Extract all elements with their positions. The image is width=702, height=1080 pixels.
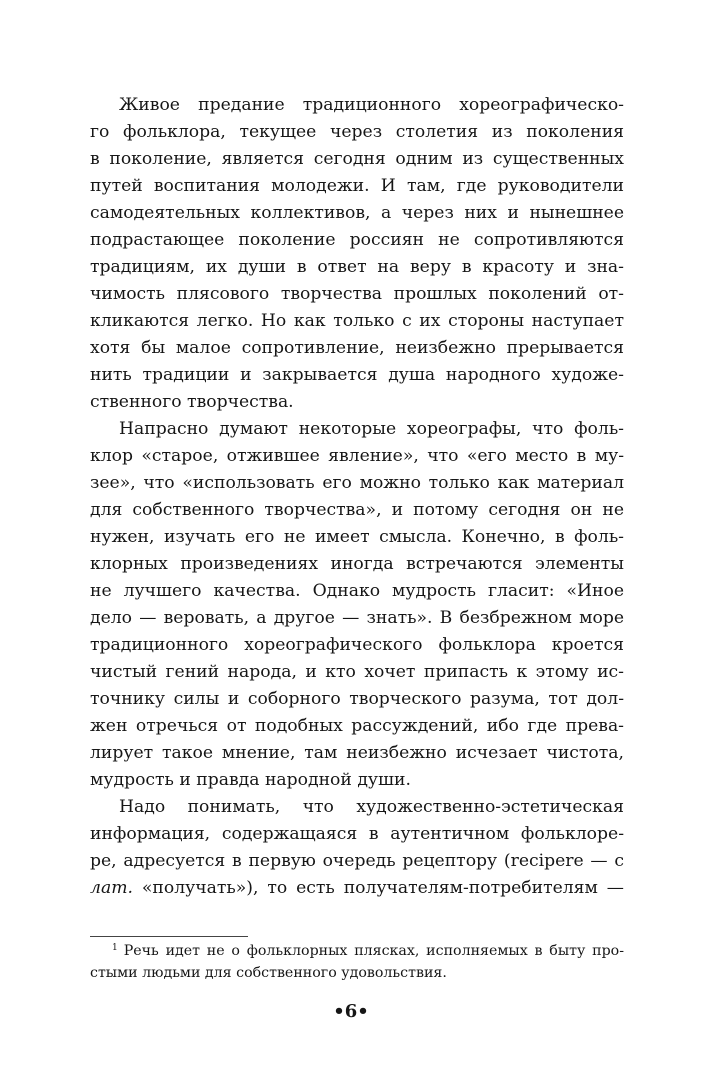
text-line: Напрасно думают некоторые хореографы, что фоль- — [119, 419, 624, 439]
text-line: в поколение, является сегодня одним из существенных — [90, 149, 624, 169]
text-line: чистый гений народа, и кто хочет припасть к этому ис- — [90, 662, 624, 682]
text-line: точнику силы и соборного творческого разума, тот дол- — [90, 689, 624, 709]
text-line: нужен, изучать его не имеет смысла. Конечно, в фоль- — [90, 527, 624, 547]
text-line: зее», что «использовать его можно только как материал — [90, 473, 624, 493]
text-line: традициям, их души в ответ на веру в красоту и зна- — [90, 257, 624, 277]
text-line: дело — веровать, а другое — знать». В безбрежном море — [90, 608, 624, 628]
text-line — [90, 821, 624, 848]
text-line: кликаются легко. Но как только с их стороны наступает — [90, 311, 624, 331]
text-line: лирует такое мнение, там неизбежно исчезает чистота, — [90, 743, 624, 763]
text-line: ственного творчества. — [90, 392, 294, 412]
latin-abbreviation: лат. — [90, 878, 133, 898]
text-line: Живое предание традиционного хореографическо- — [119, 95, 624, 115]
text-line: не лучшего качества. Однако мудрость гласит: «Иное — [90, 581, 624, 601]
text-line: клорных произведениях иногда встречаются элементы — [90, 554, 624, 574]
text-line-content: «получать»), то есть получателям-потребителям — — [141, 878, 624, 898]
text-line: ре, адресуется в первую очередь рецептору (recipere — с — [90, 851, 624, 871]
text-line: для собственного творчества», и потому сегодня он не — [90, 500, 624, 520]
text-line: мудрость и правда народной души. — [90, 770, 411, 790]
text-line: нить традиции и закрывается душа народного художе- — [90, 365, 624, 385]
footnote-line — [112, 940, 624, 962]
text-line: хотя бы малое сопротивление, неизбежно прерывается — [90, 338, 624, 358]
text-line: чимость плясового творчества прошлых поколений от- — [90, 284, 624, 304]
text-line: традиционного хореографического фольклора кроется — [90, 635, 624, 655]
text-line: жен отречься от подобных рассуждений, ибо где прева- — [90, 716, 624, 736]
footnote-line: стыми людьми для собственного удовольствия. — [90, 965, 447, 981]
text-line: Надо понимать, что художественно-эстетическая — [119, 797, 624, 817]
footnote-text: Речь идет не о фольклорных плясках, исполняемых в быту про- — [123, 943, 624, 959]
footnote-marker: 1 — [112, 943, 118, 953]
text-line: клор «старое, отжившее явление», что «его место в му- — [90, 446, 624, 466]
text-line — [90, 875, 624, 902]
page-number: •6• — [333, 1001, 369, 1022]
text-line: подрастающее поколение россиян не сопротивляются — [90, 230, 624, 250]
footnote-rule — [90, 936, 248, 937]
text-line: путей воспитания молодежи. И там, где руководители — [90, 176, 624, 196]
text-line-content: информация, содержащаяся в аутентичном фольклоре- — [90, 824, 624, 844]
text-line: самодеятельных коллективов, а через них и нынешнее — [90, 203, 624, 223]
text-line: го фольклора, текущее через столетия из поколения — [90, 122, 624, 142]
